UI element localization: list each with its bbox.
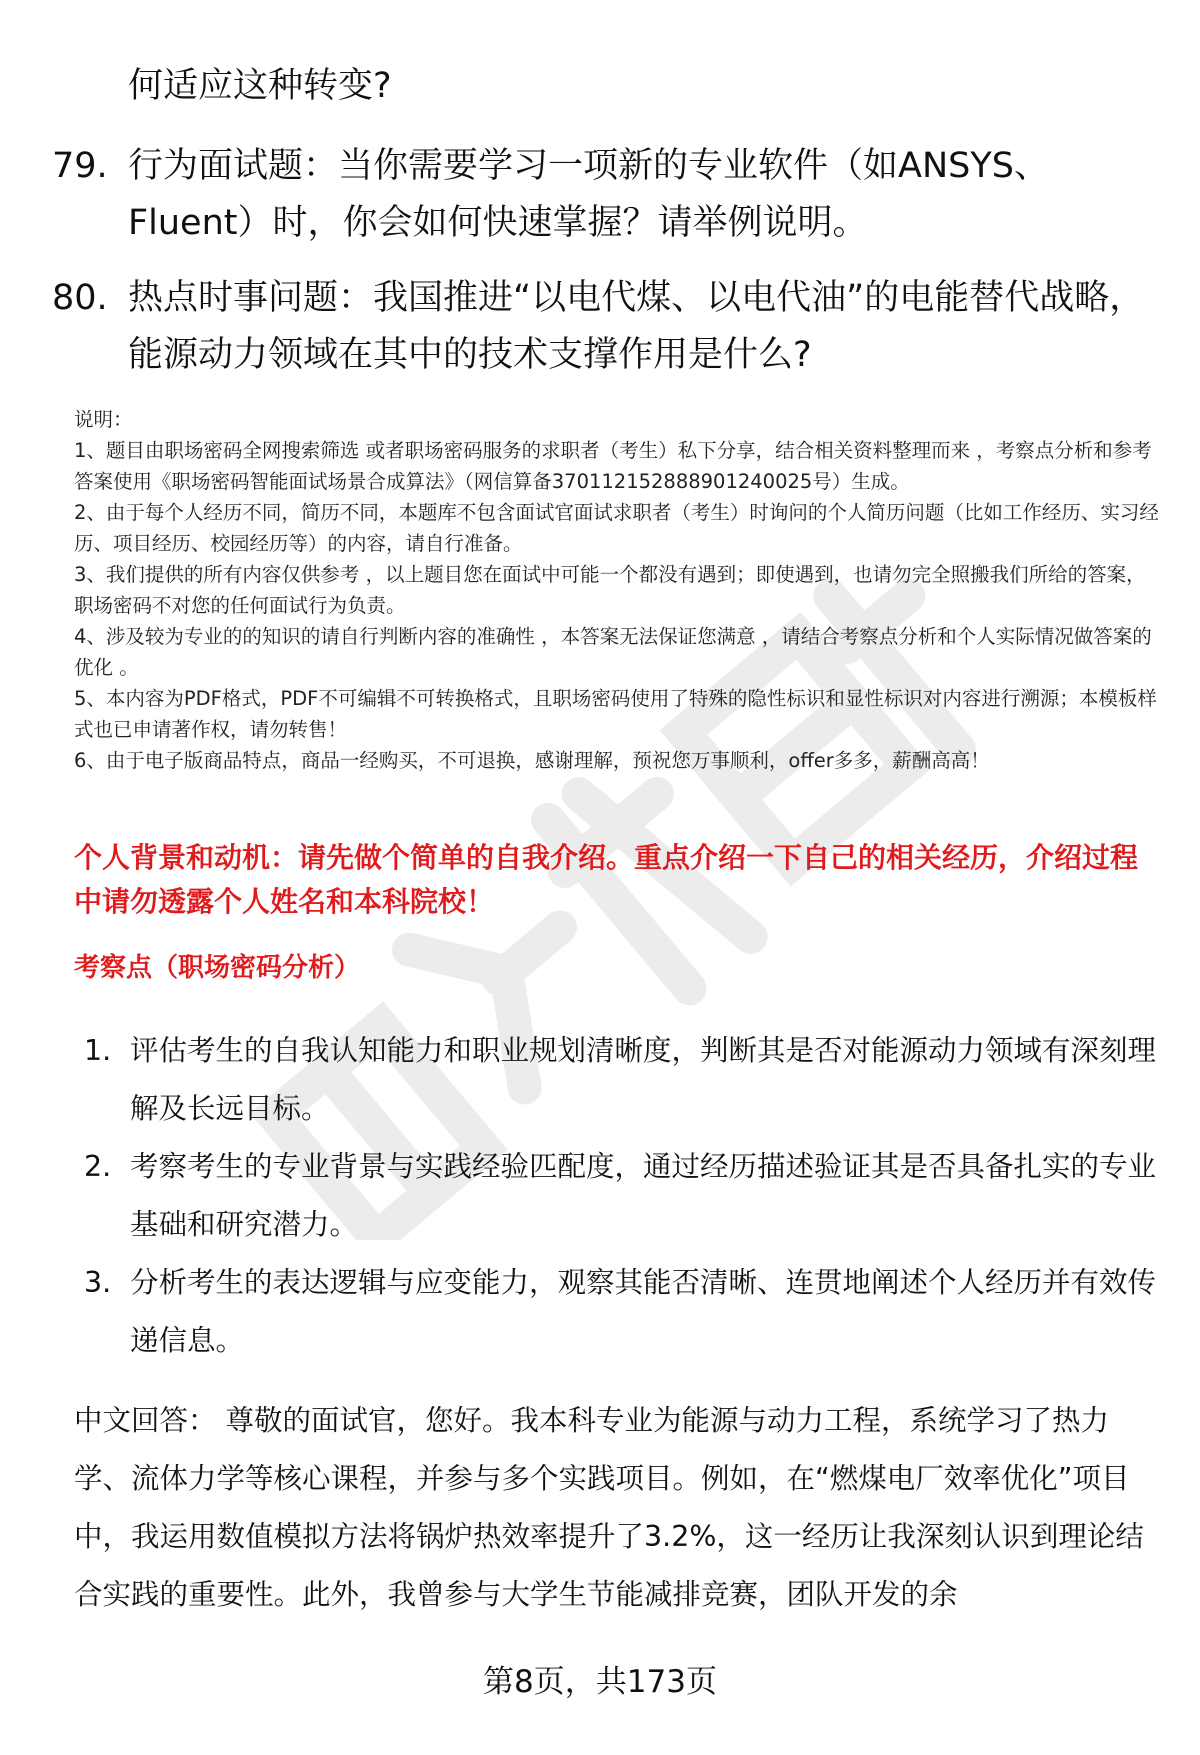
point-text: 评估考生的自我认知能力和职业规划清晰度，判断其是否对能源动力领域有深刻理解及长远目标。 bbox=[130, 1034, 1157, 1125]
point-number: 1. bbox=[84, 1034, 112, 1067]
question-text: 热点时事问题：我国推进“以电代煤、以电代油”的电能替代战略，能源动力领域在其中的技术支撑作用是什么? bbox=[128, 278, 1145, 375]
note-item: 3、我们提供的所有内容仅供参考 ，以上题目您在面试中可能一个都没有遇到；即使遇到，也请勿完全照搬我们所给的答案，职场密码不对您的任何面试行为负责。 bbox=[74, 563, 1146, 617]
page-footer: 第8页，共173页 bbox=[483, 1664, 717, 1700]
point-number: 3. bbox=[84, 1266, 112, 1299]
point-text: 考察考生的专业背景与实践经验匹配度，通过经历描述验证其是否具备扎实的专业基础和研究潜力。 bbox=[130, 1150, 1157, 1241]
question-continuation: 何适应这种转变? bbox=[128, 66, 392, 106]
point-number: 2. bbox=[84, 1150, 112, 1183]
note-item: 5、本内容为PDF格式，PDF不可编辑不可转换格式，且职场密码使用了特殊的隐性标识和显性标识对内容进行溯源；本模板样式也已申请著作权，请勿转售！ bbox=[74, 687, 1157, 741]
answer-paragraph: 中文回答： 尊敬的面试官，您好。我本科专业为能源与动力工程，系统学习了热力学、流体力学等核心课程，并参与多个实践项目。例如，在“燃煤电厂效率优化”项目中，我运用数值模拟方法将锅炉热效率提升了3.2%，这一经历让我深刻认识到理论结合实践的重要性。此外，我曾参与大学生节能减排竞赛，团队开发的余 bbox=[74, 1404, 1144, 1611]
analysis-point bbox=[84, 1138, 1164, 1254]
note-item: 4、涉及较为专业的的知识的请自行判断内容的准确性 ，本答案无法保证您满意 ，请结合考察点分析和个人实际情况做答案的优化 。 bbox=[74, 625, 1152, 679]
question-item bbox=[52, 270, 1162, 384]
question-number: 79. bbox=[52, 146, 108, 186]
question-text: 行为面试题：当你需要学习一项新的专业软件（如ANSYS、Fluent）时，你会如何快速掌握？请举例说明。 bbox=[128, 146, 1049, 243]
note-item: 6、由于电子版商品特点，商品一经购买，不可退换，感谢理解，预祝您万事顺利，offer多多，薪酬高高！ bbox=[74, 749, 990, 772]
question-number: 80. bbox=[52, 278, 108, 318]
notes-heading: 说明： bbox=[74, 408, 133, 431]
point-text: 分析考生的表达逻辑与应变能力，观察其能否清晰、连贯地阐述个人经历并有效传递信息。 bbox=[130, 1266, 1157, 1357]
section-title: 个人背景和动机：请先做个简单的自我介绍。重点介绍一下自己的相关经历，介绍过程中请勿透露个人姓名和本科院校！ bbox=[74, 841, 1139, 918]
note-item: 1、题目由职场密码全网搜索筛选 或者职场密码服务的求职者（考生）私下分享，结合相关资料整理而来 ，考察点分析和参考答案使用《职场密码智能面试场景合成算法》（网信算备370112152888901240025号）生成。 bbox=[74, 439, 1152, 493]
analysis-title: 考察点（职场密码分析） bbox=[74, 953, 361, 983]
note-item: 2、由于每个人经历不同，简历不同，本题库不包含面试官面试求职者（考生）时询问的个人简历问题（比如工作经历、实习经历、项目经历、校园经历等）的内容，请自行准备。 bbox=[74, 501, 1159, 555]
analysis-point bbox=[84, 1022, 1164, 1138]
question-item bbox=[52, 138, 1162, 252]
analysis-point bbox=[84, 1254, 1164, 1370]
analysis-points bbox=[84, 1022, 1164, 1370]
notes-block bbox=[74, 404, 1164, 776]
